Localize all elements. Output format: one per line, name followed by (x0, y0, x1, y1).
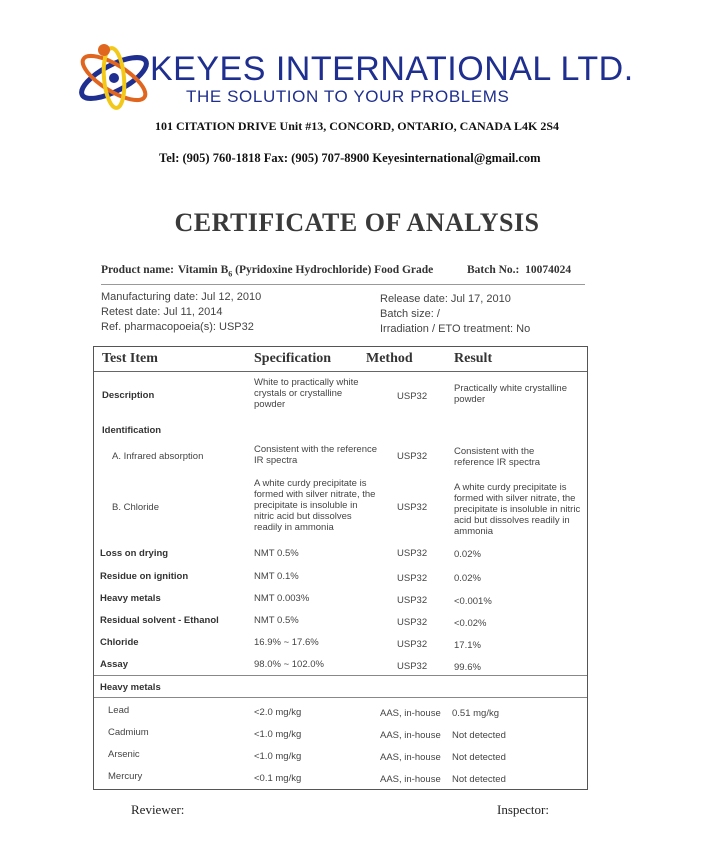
row-item: Chloride (100, 637, 139, 648)
row-item: B. Chloride (112, 502, 159, 513)
row-item: Mercury (108, 771, 143, 782)
section-divider (94, 697, 587, 698)
row-method: USP32 (397, 548, 428, 559)
row-item: Loss on drying (100, 548, 169, 559)
row-method: USP32 (397, 391, 428, 402)
product-name: Vitamin $B_6$ (Pyridoxine Hydrochloride) Food Grade (177, 264, 434, 279)
analysis-table (93, 346, 588, 790)
row-result: Not detected (452, 752, 506, 763)
section-divider (94, 675, 587, 676)
row-spec: <1.0 mg/kg (254, 751, 302, 762)
row-method: USP32 (397, 661, 428, 672)
row-result: Not detected (452, 774, 506, 785)
company-address: 101 CITATION DRIVE Unit #13, CONCORD, ONTARIO, CANADA L4K 2S4 (154, 119, 560, 133)
row-result: Consistent with the reference IR spectra (454, 446, 541, 468)
row-spec: <0.1 mg/kg (254, 773, 302, 784)
row-spec: NMT 0.003% (254, 593, 310, 604)
row-result: Practically white crystalline powder (454, 383, 567, 405)
header-method: Method (366, 351, 413, 366)
batch-size: Batch size: / (380, 308, 440, 320)
row-item: Heavy metals (100, 682, 161, 693)
row-method: AAS, in-house (380, 774, 441, 785)
row-method: USP32 (397, 451, 428, 462)
row-result: 17.1% (454, 640, 481, 651)
row-spec: <1.0 mg/kg (254, 729, 302, 740)
divider (101, 284, 585, 285)
row-spec: 98.0% ~ 102.0% (254, 659, 324, 670)
reviewer-label: Reviewer: (131, 802, 185, 817)
row-result: 99.6% (454, 662, 481, 673)
row-method: USP32 (397, 502, 428, 513)
row-spec: A white curdy precipitate is formed with silver nitrate, the precipitate is insoluble in nitric acid but dissolves readily in ammonia (254, 478, 376, 533)
row-result: <0.001% (454, 596, 492, 607)
row-item: Arsenic (108, 749, 140, 760)
row-spec: 16.9% ~ 17.6% (254, 637, 319, 648)
table-header (94, 347, 587, 372)
row-spec: <2.0 mg/kg (254, 707, 302, 718)
row-spec: Consistent with the reference IR spectra (254, 444, 378, 466)
row-item: Cadmium (108, 727, 149, 738)
row-result: 0.51 mg/kg (452, 708, 499, 719)
row-item: Heavy metals (100, 593, 161, 604)
release-date: Release date: Jul 17, 2010 (380, 293, 511, 305)
irradiation-treatment: Irradiation / ETO treatment: No (380, 323, 531, 335)
row-item: Residue on ignition (100, 571, 189, 582)
company-name: KEYES INTERNATIONAL LTD. (150, 50, 634, 88)
row-spec: NMT 0.1% (254, 571, 299, 582)
row-result: 0.02% (454, 549, 481, 560)
header-specification: Specification (254, 351, 331, 366)
pharmacopoeia: Ref. pharmacopoeia(s): USP32 (101, 321, 254, 333)
row-item: Lead (108, 705, 130, 716)
row-method: AAS, in-house (380, 708, 441, 719)
manufacturing-date: Manufacturing date: Jul 12, 2010 (101, 291, 262, 303)
row-item: Residual solvent - Ethanol (100, 615, 219, 626)
inspector-label: Inspector: (497, 802, 549, 817)
row-spec: White to practically white crystals or crystalline powder (254, 377, 359, 410)
row-method: USP32 (397, 617, 428, 628)
product-line (101, 264, 601, 278)
company-contact: Tel: (905) 760-1818 Fax: (905) 707-8900 Keyesinternational@gmail.com (159, 151, 541, 165)
row-spec: NMT 0.5% (254, 548, 299, 559)
row-item: Identification (102, 425, 162, 436)
batch-number: Batch No.: 10074024 (467, 264, 572, 276)
row-method: USP32 (397, 595, 428, 606)
row-result: 0.02% (454, 573, 481, 584)
row-item: Assay (100, 659, 128, 670)
row-result: Not detected (452, 730, 506, 741)
row-item: Description (102, 390, 155, 401)
product-name-label: Product name: (101, 264, 174, 276)
row-method: AAS, in-house (380, 730, 441, 741)
document-title: CERTIFICATE OF ANALYSIS (174, 208, 540, 237)
row-method: USP32 (397, 573, 428, 584)
retest-date: Retest date: Jul 11, 2014 (101, 306, 223, 318)
row-spec: NMT 0.5% (254, 615, 299, 626)
row-result: <0.02% (454, 618, 487, 629)
row-method: USP32 (397, 639, 428, 650)
company-tagline: THE SOLUTION TO YOUR PROBLEMS (186, 87, 510, 106)
atom-logo-icon (74, 40, 154, 112)
header-result: Result (454, 351, 493, 366)
row-result: A white curdy precipitate is formed with silver nitrate, the precipitate is insoluble in nitric acid but dissolves readily in ammonia (454, 482, 581, 537)
row-item: A. Infrared absorption (112, 451, 204, 462)
header-test-item: Test Item (102, 351, 158, 366)
row-method: AAS, in-house (380, 752, 441, 763)
